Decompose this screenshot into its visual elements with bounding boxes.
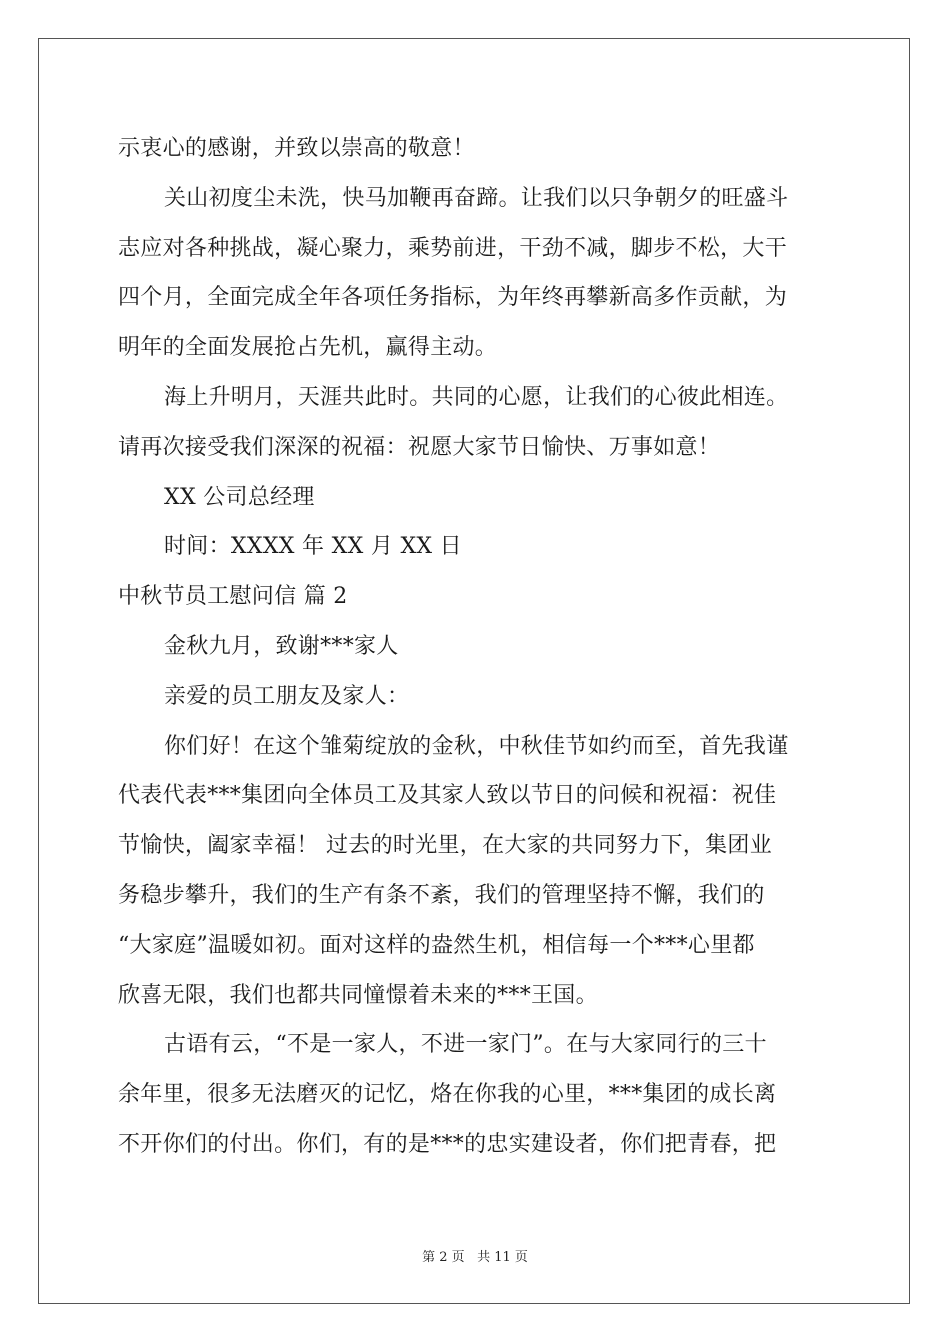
text-line: 你们好！在这个雏菊绽放的金秋，中秋佳节如约而至，首先我谨 [164,733,789,759]
text-line: 古语有云，“不是一家人，不进一家门”。在与大家同行的三十 [164,1032,767,1058]
text-line: 四个月，全面完成全年各项任务指标，为年终再攀新高多作贡献，为 [118,285,788,311]
text-line: 明年的全面发展抢占先机，赢得主动。 [118,335,498,361]
page-number: 第 2 页 [422,1250,465,1265]
text-line: 务稳步攀升，我们的生产有条不紊，我们的管理坚持不懈，我们的 [118,882,765,908]
page-footer [0,1246,950,1265]
text-line: 节愉快，阖家幸福！ 过去的时光里，在大家的共同努力下，集团业 [118,833,772,859]
text-line: 欣喜无限，我们也都共同憧憬着未来的***王国。 [118,982,598,1008]
text-line: 关山初度尘未洗，快马加鞭再奋蹄。让我们以只争朝夕的旺盛斗 [164,185,789,211]
section-heading: 中秋节员工慰问信 篇 2 [118,584,348,610]
text-line: 示衷心的感谢，并致以崇高的敬意！ [118,136,475,161]
text-line: 余年里，很多无法磨灭的记忆，烙在你我的心里，***集团的成长离 [118,1082,777,1108]
letter-salutation: 亲爱的员工朋友及家人： [164,683,410,709]
document-body [118,124,834,1170]
text-line: 不开你们的付出。你们，有的是***的忠实建设者，你们把青春，把 [118,1131,777,1157]
page-total: 共 11 页 [477,1250,528,1265]
signature-date: 时间：XXXX 年 XX 月 XX 日 [164,534,462,560]
letter-subtitle: 金秋九月，致谢***家人 [164,633,399,659]
text-line: “大家庭”温暖如初。面对这样的盎然生机，相信每一个***心里都 [118,932,755,958]
signature-company: XX 公司总经理 [164,484,315,510]
text-line: 海上升明月，天涯共此时。共同的心愿，让我们的心彼此相连。 [164,384,789,410]
text-line: 请再次接受我们深深的祝福：祝愿大家节日愉快、万事如意！ [118,434,721,460]
text-line: 志应对各种挑战，凝心聚力，乘势前进，干劲不减，脚步不松，大干 [118,235,788,261]
text-line: 代表代表***集团向全体员工及其家人致以节日的问候和祝福：祝佳 [118,783,777,809]
